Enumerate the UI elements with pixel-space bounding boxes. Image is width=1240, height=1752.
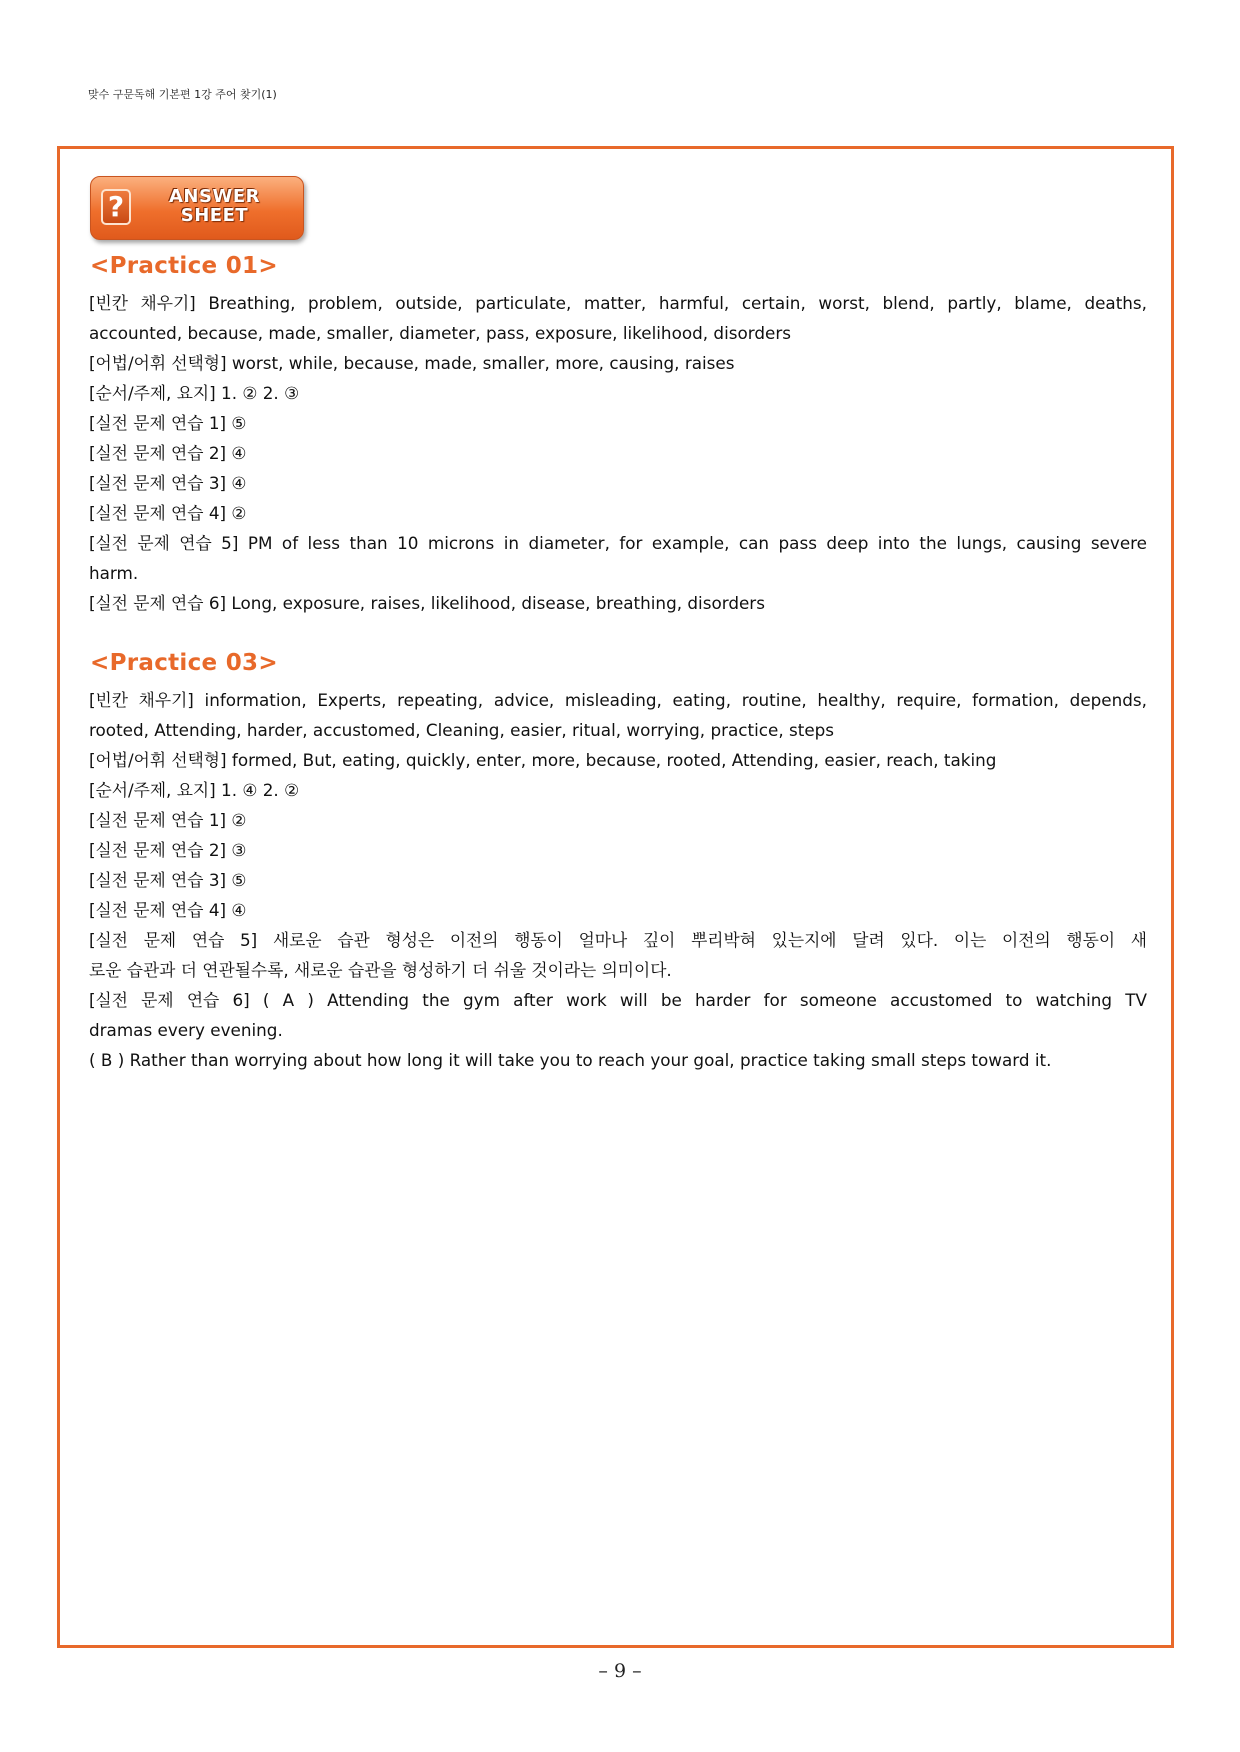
practice-problem-6-line-3: ( B ) Rather than worrying about how long it will take you to reach your goal, practice taking small steps toward it.: [89, 1050, 1052, 1070]
blank-fill-line-1: [89, 288, 1147, 318]
practice-problem-6-tag: [실전 문제 연습 6]: [89, 990, 250, 1010]
practice-03-title: <Practice 03>: [90, 650, 278, 676]
practice-problem-5-answer: 새로운 습관 형성은 이전의 행동이 얼마나 깊이 뿌리박혀 있는지에 달려 있다. 이는 이전의 행동이 새: [272, 930, 1147, 950]
order-topic-tag: [순서/주제, 요지]: [89, 383, 216, 403]
running-header: 맞수 구문독해 기본편 1강 주어 찾기(1): [88, 88, 277, 101]
grammar-choice-tag: [어법/어휘 선택형]: [89, 353, 227, 373]
blank-fill-line-1: [89, 685, 1147, 715]
practice-problem-5-tag: [실전 문제 연습 5]: [89, 533, 239, 553]
practice-problem-2-tag: [실전 문제 연습 2]: [89, 443, 227, 463]
practice-problem-1-tag: [실전 문제 연습 1]: [89, 810, 227, 830]
practice-problem-3-tag: [실전 문제 연습 3]: [89, 473, 227, 493]
practice-01-title: <Practice 01>: [90, 253, 278, 279]
grammar-choice-text: worst, while, because, made, smaller, more, causing, raises: [231, 353, 735, 373]
practice-problem-1-line: [89, 408, 1147, 438]
practice-problem-5-line-1: [89, 925, 1147, 955]
practice-problem-5-answer: PM of less than 10 microns in diameter, for example, can pass deep into the lungs, causing severe: [247, 533, 1147, 553]
blank-fill-text: information, Experts, repeating, advice, misleading, eating, routine, healthy, require, formation, depends,: [204, 690, 1147, 710]
practice-problem-4-tag: [실전 문제 연습 4]: [89, 900, 227, 920]
badge-line-1: ANSWER: [169, 186, 260, 207]
practice-problem-1-answer: ⑤: [231, 413, 247, 433]
practice-problem-2-tag: [실전 문제 연습 2]: [89, 840, 227, 860]
practice-problem-6-answer-a: ( A ) Attending the gym after work will be harder for someone accustomed to watching TV: [262, 990, 1147, 1010]
grammar-choice-line: [89, 745, 1147, 775]
practice-problem-4-line: [89, 895, 1147, 925]
practice-problem-3-line: [89, 468, 1147, 498]
grammar-choice-tag: [어법/어휘 선택형]: [89, 750, 227, 770]
practice-03-answers: [89, 685, 1147, 1075]
practice-problem-3-tag: [실전 문제 연습 3]: [89, 870, 227, 890]
order-topic-text: 1. ② 2. ③: [221, 383, 300, 403]
blank-fill-line-2: rooted, Attending, harder, accustomed, Cleaning, easier, ritual, worrying, practice, steps: [89, 720, 835, 740]
practice-problem-5-line-2: 로운 습관과 더 연관될수록, 새로운 습관을 형성하기 더 쉬울 것이라는 의미이다.: [89, 960, 672, 980]
blank-fill-line-2: accounted, because, made, smaller, diameter, pass, exposure, likelihood, disorders: [89, 323, 791, 343]
order-topic-line: [89, 775, 1147, 805]
practice-problem-5-line-2: harm.: [89, 563, 139, 583]
practice-problem-2-answer: ③: [231, 840, 247, 860]
practice-problem-6-answer: Long, exposure, raises, likelihood, disease, breathing, disorders: [231, 593, 765, 613]
practice-problem-2-answer: ④: [231, 443, 247, 463]
practice-problem-1-line: [89, 805, 1147, 835]
practice-problem-2-line: [89, 835, 1147, 865]
practice-problem-5-tag: [실전 문제 연습 5]: [89, 930, 258, 950]
blank-fill-tag: [빈칸 채우기]: [89, 293, 196, 313]
badge-label: [169, 187, 260, 225]
practice-problem-3-answer: ⑤: [231, 870, 247, 890]
question-mark-icon: ?: [101, 189, 131, 225]
answer-sheet-badge: [90, 176, 304, 240]
order-topic-line: [89, 378, 1147, 408]
practice-01-answers: [89, 288, 1147, 618]
practice-problem-6-line-1: [89, 985, 1147, 1015]
practice-problem-4-answer: ②: [231, 503, 247, 523]
practice-problem-3-line: [89, 865, 1147, 895]
practice-problem-1-answer: ②: [231, 810, 247, 830]
practice-problem-3-answer: ④: [231, 473, 247, 493]
practice-problem-1-tag: [실전 문제 연습 1]: [89, 413, 227, 433]
order-topic-text: 1. ④ 2. ②: [221, 780, 300, 800]
grammar-choice-line: [89, 348, 1147, 378]
page-number: – 9 –: [598, 1660, 642, 1682]
order-topic-tag: [순서/주제, 요지]: [89, 780, 216, 800]
blank-fill-tag: [빈칸 채우기]: [89, 690, 194, 710]
practice-problem-2-line: [89, 438, 1147, 468]
practice-problem-6-tag: [실전 문제 연습 6]: [89, 593, 227, 613]
grammar-choice-text: formed, But, eating, quickly, enter, more, because, rooted, Attending, easier, reach, taking: [231, 750, 997, 770]
blank-fill-text: Breathing, problem, outside, particulate, matter, harmful, certain, worst, blend, partly, blame, deaths,: [208, 293, 1147, 313]
practice-problem-4-answer: ④: [231, 900, 247, 920]
practice-problem-4-line: [89, 498, 1147, 528]
practice-problem-4-tag: [실전 문제 연습 4]: [89, 503, 227, 523]
practice-problem-5-line-1: [89, 528, 1147, 558]
practice-problem-6-line: [89, 588, 1147, 618]
badge-line-2: SHEET: [180, 205, 249, 226]
practice-problem-6-line-2: dramas every evening.: [89, 1020, 283, 1040]
